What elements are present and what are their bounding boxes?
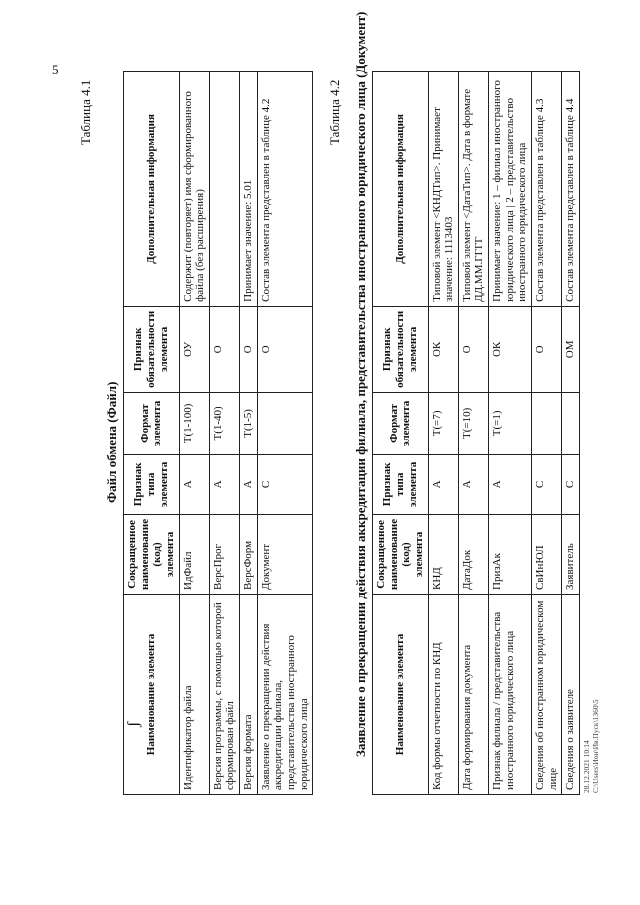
table1-title: Файл обмена (Файл) — [104, 381, 119, 503]
table-cell: Т(1-100) — [179, 392, 209, 454]
table1-header-row — [124, 72, 180, 795]
table2-title: Заявление о прекращении действия аккредитации филиала, представительства иностранного юридического лица (Документ) — [353, 11, 368, 757]
table1-header-cell: Дополнительная информация — [124, 72, 180, 307]
table-cell: Т(1-5) — [240, 392, 258, 454]
table1-header-cell: Наименование элемента — [124, 595, 180, 795]
table-cell: А — [458, 454, 488, 514]
table-cell: А — [489, 454, 532, 514]
table-cell: Т(1-40) — [209, 392, 239, 454]
table2 — [372, 71, 580, 795]
table-row — [562, 72, 580, 795]
table-cell: А — [240, 454, 258, 514]
table2-caption: Таблица 4.2 — [327, 79, 342, 145]
table-cell: О — [532, 306, 562, 392]
table2-header-cell: Формат элемента — [373, 392, 429, 454]
table-cell: ОУ — [179, 306, 209, 392]
table-cell: Код формы отчетности по КНД — [428, 595, 458, 795]
table-row — [532, 72, 562, 795]
table-cell — [209, 72, 239, 307]
table-cell: ДатаДок — [458, 514, 488, 594]
table-row — [179, 72, 209, 795]
table-cell: Типовой элемент <ДатаТип>. Дата в формате ДД.ММ.ГГГГ — [458, 72, 488, 307]
table-cell: КНД — [428, 514, 458, 594]
table2-header-cell: Признак типа элемента — [373, 454, 429, 514]
table-cell: Т(=1) — [489, 392, 532, 454]
table-row — [257, 72, 313, 795]
table-cell: Состав элемента представлен в таблице 4.4 — [562, 72, 580, 307]
table2-header-cell: Признак обязательности элемента — [373, 306, 429, 392]
footer-line: С:\Users\Ион\Ив.Пуск\1360\5 — [591, 699, 600, 793]
table2-header-cell: Сокращенное наименование (код) элемента — [373, 514, 429, 594]
table-cell: Сведения об иностранном юридическом лице — [532, 595, 562, 795]
table-cell: ПризАк — [489, 514, 532, 594]
table-row — [240, 72, 258, 795]
table2-header-cell: Дополнительная информация — [373, 72, 429, 307]
table-row — [458, 72, 488, 795]
table2-header-row — [373, 72, 429, 795]
table-row — [428, 72, 458, 795]
table-cell: Сведения о заявителе — [562, 595, 580, 795]
table-cell: Т(=7) — [428, 392, 458, 454]
table-cell: ВерсПрог — [209, 514, 239, 594]
table-cell: Т(=10) — [458, 392, 488, 454]
table-cell: Состав элемента представлен в таблице 4.2 — [257, 72, 313, 307]
table-cell: Содержит (повторяет) имя сформированного файла (без расширения) — [179, 72, 209, 307]
table-row — [489, 72, 532, 795]
table-cell: С — [257, 454, 313, 514]
table-cell: Принимает значение: 5.01 — [240, 72, 258, 307]
table-cell: О — [240, 306, 258, 392]
table-cell: Версия формата — [240, 595, 258, 795]
table-cell — [532, 392, 562, 454]
table-cell: СвИнЮЛ — [532, 514, 562, 594]
table-cell: Документ — [257, 514, 313, 594]
table-cell: С — [562, 454, 580, 514]
footer-stamp — [582, 700, 600, 794]
table-cell: Версия программы, с помощью которой сформирован файл — [209, 595, 239, 795]
table1-header-cell: Признак типа элемента — [124, 454, 180, 514]
table-cell: ОК — [489, 306, 532, 392]
table-cell: ОК — [428, 306, 458, 392]
table-cell: А — [209, 454, 239, 514]
table-cell: ОМ — [562, 306, 580, 392]
table-cell: Дата формирования документа — [458, 595, 488, 795]
table1-header-cell: Признак обязательности элемента — [124, 306, 180, 392]
table-cell: Идентификатор файла — [179, 595, 209, 795]
table1 — [123, 71, 313, 795]
table-cell — [257, 392, 313, 454]
table-cell: Признак филиала / представительства иностранного юридического лица — [489, 595, 532, 795]
table-cell — [562, 392, 580, 454]
table-cell: С — [532, 454, 562, 514]
table-cell: ВерсФорм — [240, 514, 258, 594]
table1-caption: Таблица 4.1 — [78, 79, 93, 145]
table-cell: Состав элемента представлен в таблице 4.3 — [532, 72, 562, 307]
footer-line: 28.12.2021 10:14 — [582, 740, 591, 793]
table-cell: А — [428, 454, 458, 514]
table-cell: О — [257, 306, 313, 392]
table-cell: Заявление о прекращении действия аккредитации филиала, представительства иностранного юридического лица — [257, 595, 313, 795]
table-cell: Принимает значение: 1 – филиал иностранного юридического лица | 2 – представительство иностранного юридического лица — [489, 72, 532, 307]
table-cell: Заявитель — [562, 514, 580, 594]
table-cell: Типовой элемент <КНДТип>. Принимает значение: 1113403 — [428, 72, 458, 307]
handwritten-mark-icon: ʃ — [125, 721, 142, 727]
table1-header-cell: Формат элемента — [124, 392, 180, 454]
table-row — [209, 72, 239, 795]
table1-header-cell: Сокращенное наименование (код) элемента — [124, 514, 180, 594]
table-cell: О — [458, 306, 488, 392]
table2-header-cell: Наименование элемента — [373, 595, 429, 795]
table-cell: ИдФайл — [179, 514, 209, 594]
page-number: 5 — [52, 62, 59, 77]
table-cell: А — [179, 454, 209, 514]
table-cell: О — [209, 306, 239, 392]
